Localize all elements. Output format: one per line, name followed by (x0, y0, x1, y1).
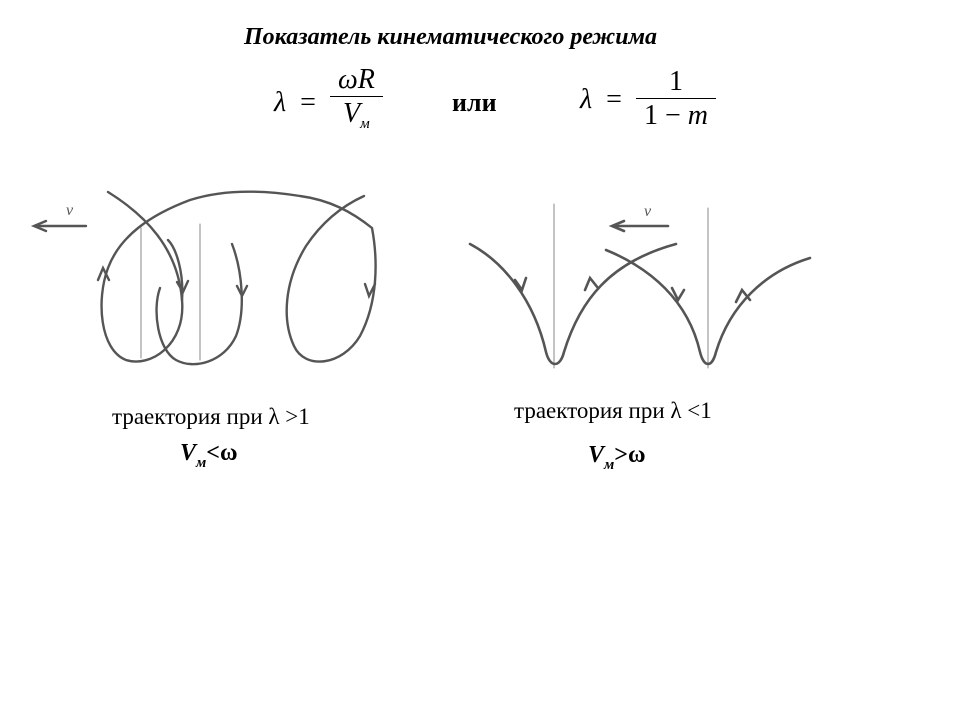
formula-eq: = (300, 86, 316, 118)
formula-eq: = (606, 83, 622, 115)
formula-denominator: 1 − m (643, 100, 708, 131)
formula-numerator: 1 (668, 66, 683, 97)
formula-lhs: λ (274, 86, 287, 118)
velocity-label: v (66, 202, 74, 219)
right-caption: траектория при λ <1 (514, 398, 712, 423)
formula-numerator: ωR (337, 64, 375, 95)
left-caption: траектория при λ >1 (112, 404, 310, 429)
right-relation: $V_м>\omega$ (588, 442, 646, 473)
direction-arrowhead (585, 278, 598, 290)
page-title: Показатель кинематического режима (244, 24, 658, 50)
arch-curve (470, 244, 676, 364)
left-relation: $V_м<\omega$ (180, 440, 238, 471)
formula-denominator: $V_м$ (343, 98, 370, 132)
direction-arrowhead (515, 278, 526, 290)
velocity-label: v (644, 203, 652, 220)
or-text: или (452, 88, 497, 117)
formula-lhs: λ (580, 83, 593, 115)
